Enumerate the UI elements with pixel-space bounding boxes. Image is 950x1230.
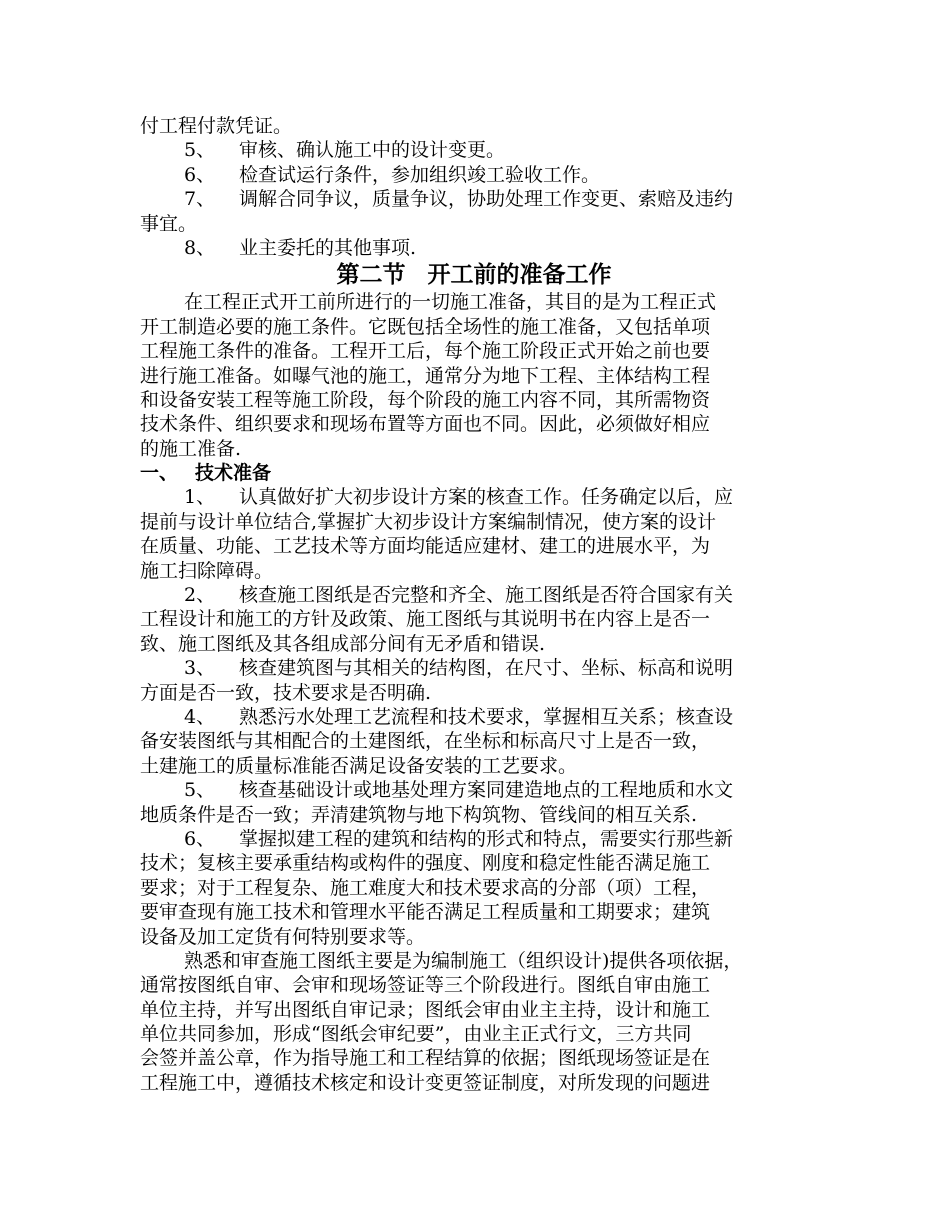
paragraph-line: 土建施工的质量标准能否满足设备安装的工艺要求。 <box>140 754 578 777</box>
duty-number: 6、 <box>184 163 216 186</box>
closing-paragraph <box>140 949 808 1095</box>
paragraph-line: 单位主持，并写出图纸自审记录；图纸会审由业主主持，设计和施工 <box>140 998 711 1021</box>
tech-item-number: 6、 <box>184 827 216 850</box>
duty-text: 调解合同争议，质量争议，协助处理工作变更、索赔及违约 <box>239 188 734 211</box>
paragraph-line: 要审查现有施工技术和管理水平能否满足工程质量和工期要求；建筑 <box>140 901 711 924</box>
duty-number: 8、 <box>184 236 216 259</box>
duty-item <box>140 138 808 162</box>
document-page <box>140 114 808 1095</box>
subsection-title: 技术准备 <box>195 462 272 485</box>
tech-item-text: 认真做好扩大初步设计方案的核查工作。任务确定以后，应 <box>239 486 734 509</box>
paragraph-line: 在质量、功能、工艺技术等方面均能适应建材、建工的进展水平，为 <box>140 535 711 558</box>
duty-number: 5、 <box>184 139 216 162</box>
tech-item <box>140 778 808 802</box>
duty-text: 检查试运行条件，参加组织竣工验收工作。 <box>239 163 601 186</box>
paragraph-line: 开工制造必要的施工条件。它既包括全场性的施工准备，又包括单项 <box>140 315 711 338</box>
paragraph-line: 要求；对于工程复杂、施工难度大和技术要求高的分部（项）工程， <box>140 876 711 899</box>
duty-item <box>140 163 808 187</box>
duty-text-continued: 事宜。 <box>140 212 198 235</box>
paragraph-line: 工程施工中，遵循技术核定和设计变更签证制度，对所发现的问题进 <box>140 1071 711 1094</box>
paragraph-line: 技术；复核主要承重结构或构件的强度、刚度和稳定性能否满足施工 <box>140 852 711 875</box>
tech-item <box>140 705 808 729</box>
paragraph-line: 设备及加工定货有何特别要求等。 <box>140 925 426 948</box>
section-label: 第二节 <box>336 262 406 289</box>
paragraph-line: 施工扫除障碍。 <box>140 559 274 582</box>
paragraph-line: 地质条件是否一致；弄清建筑物与地下构筑物、管线间的相互关系. <box>140 803 698 826</box>
section-title: 开工前的准备工作 <box>427 262 612 289</box>
tech-item <box>140 583 808 607</box>
tech-item-text: 核查基础设计或地基处理方案同建造地点的工程地质和水文 <box>239 779 734 802</box>
paragraph-line: 在工程正式开工前所进行的一切施工准备，其目的是为工程正式 <box>184 291 717 314</box>
subsection-heading <box>140 461 808 485</box>
tech-item-text: 核查建筑图与其相关的结构图，在尺寸、坐标、标高和说明 <box>239 657 734 680</box>
tech-item-text: 熟悉污水处理工艺流程和技术要求，掌握相互关系；核查设 <box>239 705 734 728</box>
paragraph-line: 方面是否一致，技术要求是否明确. <box>140 681 432 704</box>
paragraph-line: 的施工准备. <box>140 437 242 460</box>
duty-number: 7、 <box>184 188 216 211</box>
paragraph-line: 工程设计和施工的方针及政策、施工图纸与其说明书在内容上是否一 <box>140 608 711 631</box>
duty-item <box>140 187 808 211</box>
paragraph-line: 进行施工准备。如曝气池的施工，通常分为地下工程、主体结构工程 <box>140 364 711 387</box>
paragraph-line: 和设备安装工程等施工阶段，每个阶段的施工内容不同，其所需物资 <box>140 388 711 411</box>
paragraph-line: 熟悉和审查施工图纸主要是为编制施工（组织设计)提供各项依据， <box>184 949 743 972</box>
tech-item-number: 4、 <box>184 705 216 728</box>
paragraph-line: 工程施工条件的准备。工程开工后，每个施工阶段正式开始之前也要 <box>140 340 711 363</box>
tech-item <box>140 485 808 509</box>
tech-item-number: 3、 <box>184 657 216 680</box>
tech-item-text: 掌握拟建工程的建筑和结构的形式和特点，需要实行那些新 <box>239 827 734 850</box>
duty-text: 审核、确认施工中的设计变更。 <box>239 139 506 162</box>
section-heading <box>140 260 808 290</box>
tech-item-number: 1、 <box>184 486 216 509</box>
paragraph-line: 技术条件、组织要求和现场布置等方面也不同。因此，必须做好相应 <box>140 413 711 436</box>
tech-item-number: 2、 <box>184 584 216 607</box>
duty-text: 业主委托的其他事项. <box>239 236 417 259</box>
paragraph-line: 提前与设计单位结合,掌握扩大初步设计方案编制情况，使方案的设计 <box>140 510 717 533</box>
duty-item <box>140 236 808 260</box>
paragraph-line: 致、施工图纸及其各组成部分间有无矛盾和错误. <box>140 632 546 655</box>
tech-items-list <box>140 485 808 948</box>
tech-item <box>140 827 808 851</box>
paragraph-line: 备安装图纸与其相配合的土建图纸，在坐标和标高尺寸上是否一致， <box>140 730 711 753</box>
tech-item-text: 核查施工图纸是否完整和齐全、施工图纸是否符合国家有关 <box>239 584 734 607</box>
paragraph-line: 通常按图纸自审、会审和现场签证等三个阶段进行。图纸自审由施工 <box>140 974 711 997</box>
top-fragment: 付工程付款凭证。 <box>140 115 293 137</box>
intro-paragraph <box>140 290 808 461</box>
tech-item-number: 5、 <box>184 779 216 802</box>
paragraph-line: 会签并盖公章，作为指导施工和工程结算的依据；图纸现场签证是在 <box>140 1047 711 1070</box>
subsection-number: 一、 <box>140 462 179 485</box>
duties-list <box>140 138 808 260</box>
paragraph-line: 单位共同参加，形成“图纸会审纪要”，由业主正式行文，三方共同 <box>140 1023 692 1046</box>
tech-item <box>140 656 808 680</box>
